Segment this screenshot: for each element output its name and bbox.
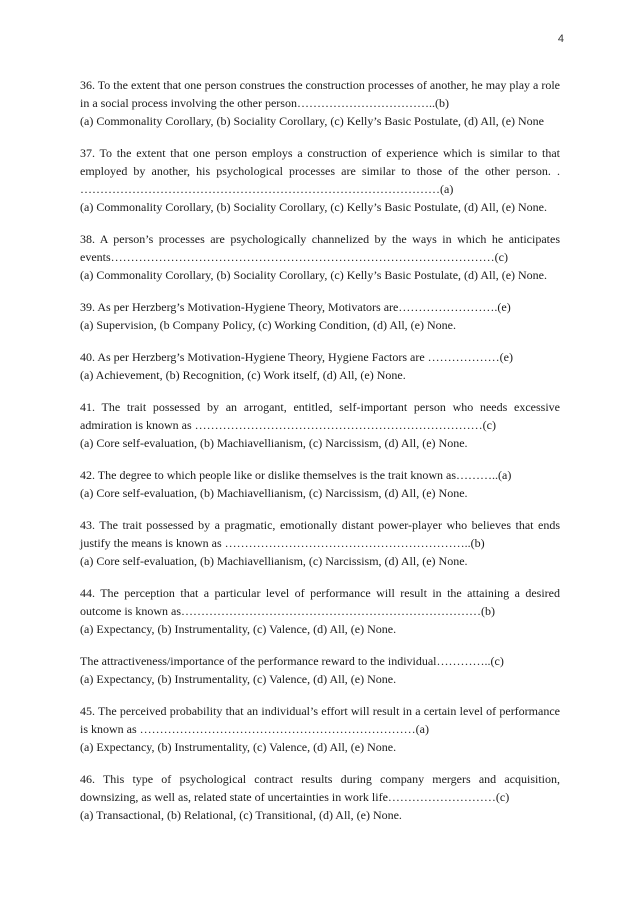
question-text: 39. As per Herzberg’s Motivation-Hygiene Theory, Motivators are…………………….(e) — [80, 300, 511, 314]
answer-options: (a) Commonality Corollary, (b) Sociality Corollary, (c) Kelly’s Basic Postulate, (d) All, (e) None. — [80, 268, 548, 282]
answer-options: (a) Achievement, (b) Recognition, (c) Work itself, (d) All, (e) None. — [80, 368, 406, 382]
answer-options: (a) Expectancy, (b) Instrumentality, (c) Valence, (d) All, (e) None. — [80, 740, 397, 754]
question-44 — [80, 584, 560, 638]
question-text: 43. The trait possessed by a pragmatic, emotionally distant power-player who believes that ends justify the means is known as ……………………………………………………..(b) — [80, 518, 560, 550]
question-text: 46. This type of psychological contract results during company mergers and acquisition, downsizing, as well as, related state of uncertainties in work life………………………(c) — [80, 772, 560, 804]
answer-options: (a) Commonality Corollary, (b) Sociality Corollary, (c) Kelly’s Basic Postulate, (d) All, (e) None — [80, 114, 545, 128]
question-43 — [80, 516, 560, 570]
question-39 — [80, 298, 560, 334]
question-36 — [80, 76, 560, 130]
page-number: 4 — [557, 33, 564, 45]
answer-options: (a) Core self-evaluation, (b) Machiavellianism, (c) Narcissism, (d) All, (e) None. — [80, 554, 468, 568]
answer-options: (a) Supervision, (b Company Policy, (c) Working Condition, (d) All, (e) None. — [80, 318, 456, 332]
answer-options: (a) Expectancy, (b) Instrumentality, (c) Valence, (d) All, (e) None. — [80, 622, 397, 636]
answer-options: (a) Core self-evaluation, (b) Machiavellianism, (c) Narcissism, (d) All, (e) None. — [80, 486, 468, 500]
answer-options: (a) Expectancy, (b) Instrumentality, (c) Valence, (d) All, (e) None. — [80, 672, 397, 686]
question-38 — [80, 230, 560, 284]
answer-options: (a) Core self-evaluation, (b) Machiavellianism, (c) Narcissism, (d) All, (e) None. — [80, 436, 468, 450]
question-40 — [80, 348, 560, 384]
question-41 — [80, 398, 560, 452]
question-text: 41. The trait possessed by an arrogant, entitled, self-important person who needs excessive admiration is known as ………………………………………………………………(c) — [80, 400, 560, 432]
answer-options: (a) Commonality Corollary, (b) Sociality Corollary, (c) Kelly’s Basic Postulate, (d) All, (e) None. — [80, 200, 548, 214]
question-45 — [80, 702, 560, 756]
question-text: 45. The perceived probability that an individual’s effort will result in a certain level of performance is known as ……………………………………………………………(a) — [80, 704, 560, 736]
question-text: 44. The perception that a particular level of performance will result in the attaining a desired outcome is known as…………………………………………………………………(b) — [80, 586, 560, 618]
answer-options: (a) Transactional, (b) Relational, (c) Transitional, (d) All, (e) None. — [80, 808, 402, 822]
question-text: 38. A person’s processes are psychologically channelized by the ways in which he anticipates events……………………………………………………………………………………(c) — [80, 232, 560, 264]
question-42 — [80, 466, 560, 502]
question-text: 36. To the extent that one person construes the construction processes of another, he may play a role in a social process involving the other person……………………………..(b) — [80, 78, 560, 110]
question-text: The attractiveness/importance of the performance reward to the individual…………..(c) — [80, 654, 504, 668]
question-unnumbered — [80, 652, 560, 688]
question-text: 37. To the extent that one person employs a construction of experience which is similar to that employed by another, his psychological processes are similar to those of the other person. . ………………………………………………………………………………(a) — [80, 146, 560, 196]
question-text: 42. The degree to which people like or dislike themselves is the trait known as………..(a) — [80, 468, 512, 482]
question-37 — [80, 144, 560, 216]
question-list — [80, 76, 560, 838]
question-46 — [80, 770, 560, 824]
question-text: 40. As per Herzberg’s Motivation-Hygiene Theory, Hygiene Factors are ………………(e) — [80, 350, 514, 364]
